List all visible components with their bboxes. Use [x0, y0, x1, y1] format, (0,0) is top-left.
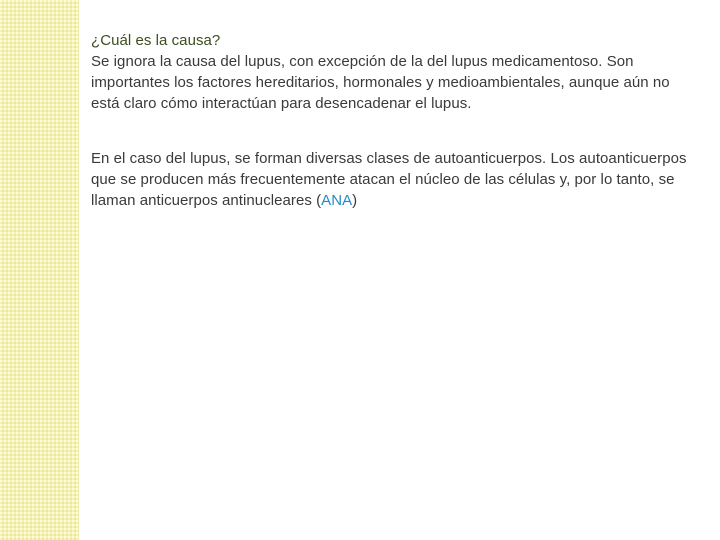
- cause-text: Se ignora la causa del lupus, con excepción de la del lupus medicamentoso. Son importantes los factores hereditarios, hormonales y medioambientales, aunque aún no está claro cómo interactúan para desencadenar el lupus.: [91, 53, 670, 112]
- autoantibodies-text: En el caso del lupus, se forman diversas clases de autoanticuerpos. Los autoanticuerpos que se producen más frecuentemente atacan el núcleo de las células y, por lo tanto, se llaman anticuerpos antinucleares (: [91, 150, 687, 209]
- slide-heading: ¿Cuál es la causa?: [91, 32, 221, 49]
- autoantibodies-paragraph: [91, 148, 691, 211]
- ana-acronym: ANA: [321, 192, 353, 209]
- cause-paragraph: [91, 30, 691, 114]
- closing-parenthesis: ): [352, 192, 358, 209]
- text-content: [91, 30, 691, 211]
- decorative-side-band: [0, 0, 79, 540]
